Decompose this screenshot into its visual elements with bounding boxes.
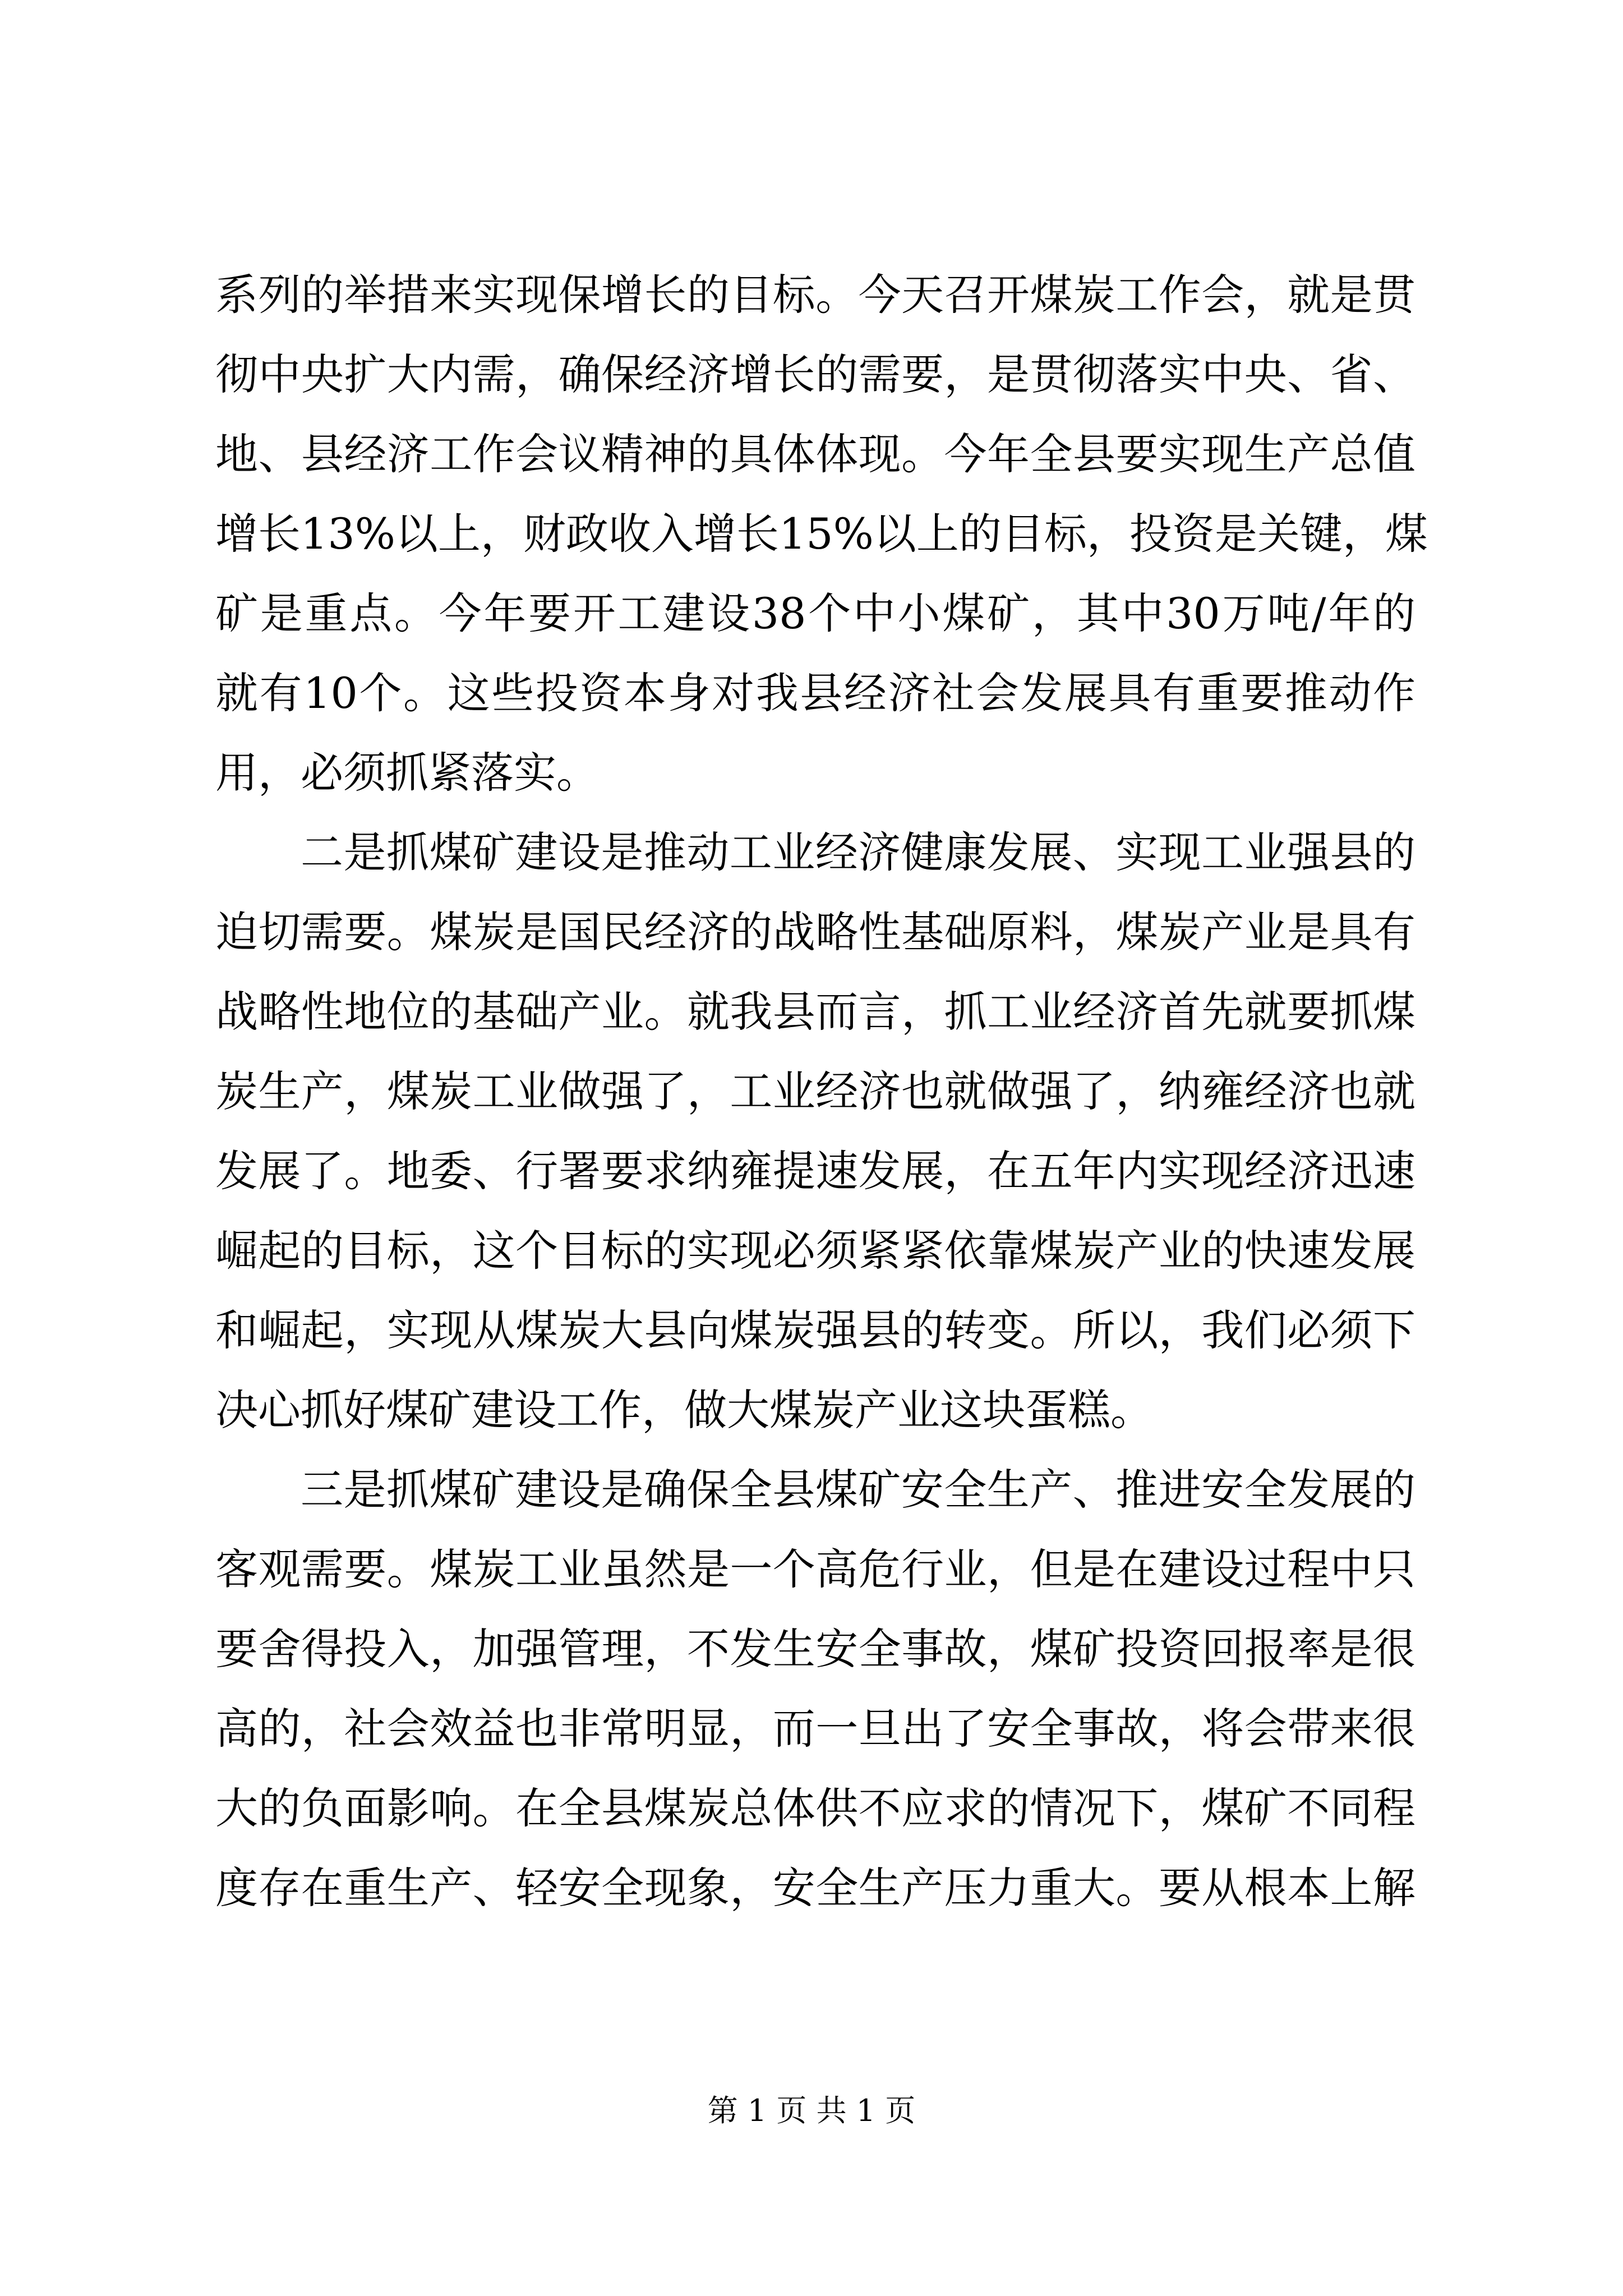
- text-line: 发展了。地委、行署要求纳雍提速发展，在五年内实现经济迅速: [215, 1146, 1415, 1196]
- text-line: 二是抓煤矿建设是推动工业经济健康发展、实现工业强县的: [301, 827, 1415, 877]
- text-line: 战略性地位的基础产业。就我县而言，抓工业经济首先就要抓煤: [215, 987, 1415, 1037]
- text-line: 系列的举措来实现保增长的目标。今天召开煤炭工作会，就是贯: [215, 270, 1415, 320]
- text-line: 决心抓好煤矿建设工作，做大煤炭产业这块蛋糕。: [215, 1385, 1153, 1435]
- text-line: 炭生产，煤炭工业做强了，工业经济也就做强了，纳雍经济也就: [215, 1066, 1415, 1116]
- text-line: 三是抓煤矿建设是确保全县煤矿安全生产、推进安全发展的: [301, 1465, 1415, 1515]
- text-line: 地、县经济工作会议精神的具体体现。今年全县要实现生产总值: [215, 429, 1415, 479]
- text-line: 度存在重生产、轻安全现象，安全生产压力重大。要从根本上解: [215, 1863, 1415, 1913]
- text-line: 崛起的目标，这个目标的实现必须紧紧依靠煤炭产业的快速发展: [215, 1226, 1415, 1276]
- text-line: 客观需要。煤炭工业虽然是一个高危行业，但是在建设过程中只: [215, 1544, 1415, 1594]
- text-line: 增长13%以上，财政收入增长15%以上的目标，投资是关键，煤: [215, 509, 1428, 559]
- text-line: 彻中央扩大内需，确保经济增长的需要，是贯彻落实中央、省、: [215, 349, 1415, 399]
- text-line: 高的，社会效益也非常明显，而一旦出了安全事故，将会带来很: [215, 1704, 1415, 1754]
- body-text: [215, 255, 1428, 1928]
- page-footer: 第 1 页 共 1 页: [707, 2093, 916, 2128]
- text-line: 迫切需要。煤炭是国民经济的战略性基础原料，煤炭产业是具有: [215, 907, 1415, 957]
- text-line: 和崛起，实现从煤炭大县向煤炭强县的转变。所以，我们必须下: [215, 1305, 1415, 1355]
- text-line: 要舍得投入，加强管理，不发生安全事故，煤矿投资回报率是很: [215, 1624, 1415, 1674]
- text-line: 用，必须抓紧落实。: [215, 748, 599, 798]
- text-line: 就有10个。这些投资本身对我县经济社会发展具有重要推动作: [215, 668, 1415, 718]
- text-line: 矿是重点。今年要开工建设38个中小煤矿，其中30万吨/年的: [215, 588, 1415, 638]
- text-line: 大的负面影响。在全县煤炭总体供不应求的情况下，煤矿不同程: [215, 1783, 1415, 1833]
